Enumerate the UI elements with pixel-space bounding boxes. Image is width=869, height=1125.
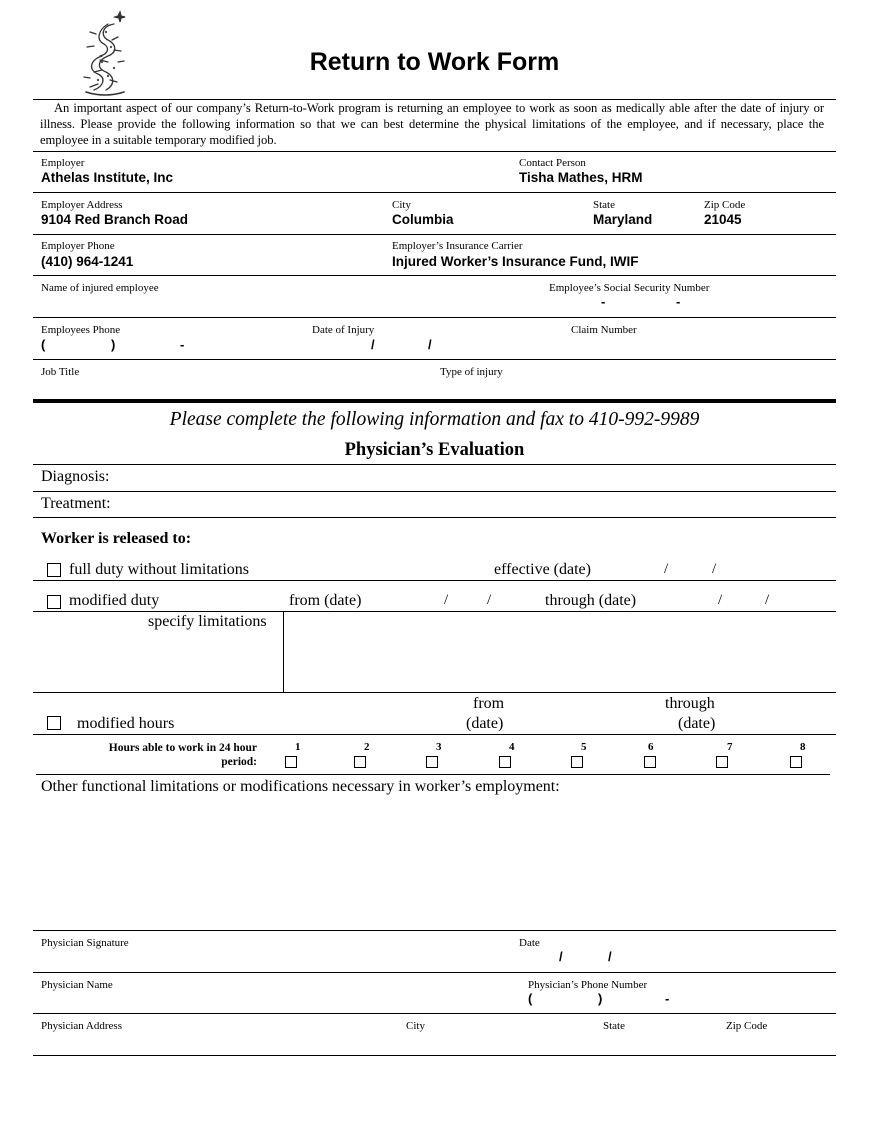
phone-paren-open: (	[41, 337, 46, 352]
row-rule	[33, 611, 836, 612]
phone-dash: -	[180, 337, 185, 352]
zip-code-label: Zip Code	[704, 199, 746, 211]
claim-number-label: Claim Number	[571, 324, 637, 336]
date-slash: /	[444, 592, 449, 608]
modified-hours-checkbox[interactable]	[47, 716, 61, 730]
date-slash: /	[765, 592, 770, 608]
date-slash: /	[428, 337, 432, 352]
physician-state-label: State	[603, 1020, 625, 1032]
phone-paren-close: )	[111, 337, 116, 352]
section-divider	[33, 399, 836, 403]
ssn-dash: -	[601, 294, 606, 309]
row-rule	[33, 491, 836, 492]
type-of-injury-label: Type of injury	[440, 366, 503, 378]
row-rule	[33, 930, 836, 931]
full-duty-label: full duty without limitations	[69, 561, 249, 578]
date-slash: /	[718, 592, 723, 608]
phone-paren-open: (	[528, 991, 533, 1006]
intro-paragraph: An important aspect of our company’s Return-to-Work program is returning an employee to work as soon as medically able after the date of injury or illness. Please provide the following information so that we can best determine the physical limitations of the employee, and if necessary, place the employee in a suitable temporary modified job.	[40, 101, 824, 147]
hours-from-label: from	[473, 695, 505, 712]
date-slash: /	[712, 561, 717, 577]
other-limitations-label: Other functional limitations or modifications necessary in worker’s employment:	[41, 778, 560, 795]
hours-through-date-label: (date)	[678, 715, 716, 732]
row-rule	[33, 1055, 836, 1056]
hour-option-checkbox[interactable]	[499, 756, 511, 768]
row-rule	[33, 359, 836, 360]
employer-address-label: Employer Address	[41, 199, 123, 211]
full-duty-checkbox[interactable]	[47, 563, 61, 577]
state-value[interactable]: Maryland	[593, 212, 653, 227]
hour-option-number: 5	[581, 741, 587, 753]
ssn-label: Employee’s Social Security Number	[549, 282, 710, 294]
signature-date-label: Date	[519, 937, 540, 949]
hour-option-number: 1	[295, 741, 301, 753]
zip-code-value[interactable]: 21045	[704, 212, 742, 227]
row-rule	[33, 464, 836, 465]
employer-phone-label: Employer Phone	[41, 240, 115, 252]
row-rule	[33, 517, 836, 518]
row-rule	[33, 1013, 836, 1014]
phone-paren-close: )	[598, 991, 603, 1006]
limitations-input-area[interactable]	[285, 613, 835, 690]
date-of-injury-label: Date of Injury	[312, 324, 375, 336]
row-rule	[33, 317, 836, 318]
row-rule	[33, 580, 836, 581]
phone-dash: -	[665, 991, 670, 1006]
hour-option-number: 6	[648, 741, 654, 753]
job-title-label: Job Title	[41, 366, 80, 378]
diagnosis-label: Diagnosis:	[41, 468, 110, 485]
date-slash: /	[487, 592, 492, 608]
fax-instruction: Please complete the following information and fax to 410-992-9989	[169, 409, 700, 430]
hour-option-number: 3	[436, 741, 442, 753]
hour-option-checkbox[interactable]	[571, 756, 583, 768]
date-slash: /	[371, 337, 375, 352]
hour-option-number: 7	[727, 741, 733, 753]
date-slash: /	[559, 949, 563, 964]
row-rule	[33, 692, 836, 693]
city-label: City	[392, 199, 411, 211]
hour-option-number: 8	[800, 741, 806, 753]
specify-limitations-label: specify limitations	[148, 613, 267, 630]
physician-signature-label: Physician Signature	[41, 937, 129, 949]
hours-able-label-line2: period:	[221, 756, 257, 768]
treatment-label: Treatment:	[41, 495, 111, 512]
hours-able-label	[80, 741, 257, 769]
physician-phone-label: Physician’s Phone Number	[528, 979, 648, 991]
row-rule	[33, 275, 836, 276]
employer-label: Employer	[41, 157, 85, 169]
physician-address-label: Physician Address	[41, 1020, 122, 1032]
physician-city-label: City	[406, 1020, 425, 1032]
hour-option-checkbox[interactable]	[354, 756, 366, 768]
row-rule	[33, 972, 836, 973]
injured-employee-label: Name of injured employee	[41, 282, 159, 294]
row-rule	[33, 234, 836, 235]
ssn-dash: -	[676, 294, 681, 309]
row-rule	[36, 774, 830, 775]
limitations-box-divider	[283, 611, 284, 692]
employer-address-value[interactable]: 9104 Red Branch Road	[41, 212, 189, 227]
insurance-carrier-label: Employer’s Insurance Carrier	[392, 240, 523, 252]
hour-option-checkbox[interactable]	[716, 756, 728, 768]
hour-option-checkbox[interactable]	[644, 756, 656, 768]
hours-through-label: through	[665, 695, 715, 712]
insurance-carrier-value[interactable]: Injured Worker’s Insurance Fund, IWIF	[392, 254, 639, 269]
intro-rule	[33, 151, 836, 152]
physician-zip-label: Zip Code	[726, 1020, 768, 1032]
state-label: State	[593, 199, 615, 211]
hours-from-date-label: (date)	[466, 715, 504, 732]
physician-evaluation-heading: Physician’s Evaluation	[344, 440, 525, 460]
from-date-label: from (date)	[289, 592, 362, 609]
hours-able-label-line1: Hours able to work in 24 hour	[108, 742, 257, 754]
physician-name-label: Physician Name	[41, 979, 113, 991]
hour-option-checkbox[interactable]	[285, 756, 297, 768]
effective-date-label: effective (date)	[494, 561, 591, 578]
contact-person-label: Contact Person	[519, 157, 586, 169]
row-rule	[33, 734, 836, 735]
employer-value[interactable]: Athelas Institute, Inc	[41, 170, 174, 185]
date-slash: /	[664, 561, 669, 577]
modified-hours-label: modified hours	[77, 715, 175, 732]
form-title: Return to Work Form	[309, 48, 560, 76]
modified-duty-checkbox[interactable]	[47, 595, 61, 609]
modified-duty-label: modified duty	[69, 592, 160, 609]
hour-option-number: 4	[509, 741, 515, 753]
city-value[interactable]: Columbia	[392, 212, 454, 227]
date-slash: /	[608, 949, 612, 964]
released-heading: Worker is released to:	[41, 530, 192, 547]
through-date-label: through (date)	[545, 592, 637, 609]
row-rule	[33, 192, 836, 193]
employee-phone-label: Employees Phone	[41, 324, 121, 336]
hour-option-checkbox[interactable]	[426, 756, 438, 768]
other-limitations-input-area[interactable]	[36, 800, 834, 928]
contact-person-value[interactable]: Tisha Mathes, HRM	[519, 170, 643, 185]
hour-option-checkbox[interactable]	[790, 756, 802, 768]
employer-phone-value[interactable]: (410) 964-1241	[41, 254, 134, 269]
hour-option-number: 2	[364, 741, 370, 753]
